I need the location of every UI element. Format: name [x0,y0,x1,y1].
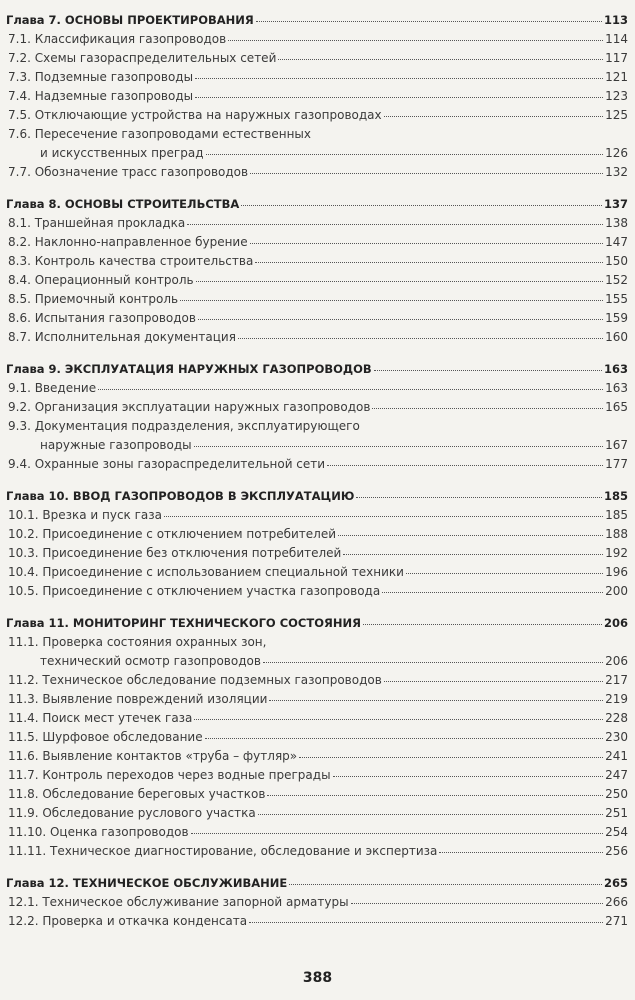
section-entry-title: 8.2. Наклонно-направленное бурение [8,235,248,249]
dot-leader [205,737,603,739]
section-entry-page-number: 152 [605,273,628,287]
dot-leader [250,172,603,174]
dot-leader [351,902,604,904]
section-entry-title: 10.4. Присоединение с использованием специальной техники [8,565,404,579]
section-entry-page-number: 200 [605,584,628,598]
section-entry[interactable] [6,544,628,563]
section-entry-continuation-title: и искусственных преград [40,146,204,160]
dot-leader [194,445,603,447]
section-entry-title: 11.3. Выявление повреждений изоляции [8,692,268,706]
dot-leader [258,813,603,815]
section-entry-page-number: 121 [605,70,628,84]
section-entry-continuation[interactable] [6,652,628,671]
section-entry-title: 7.3. Подземные газопроводы [8,70,194,84]
section-entry-title: 7.6. Пересечение газопроводами естественных [8,127,311,141]
dot-leader [439,851,603,853]
section-entry[interactable] [6,842,628,861]
dot-leader [372,407,603,409]
section-entry[interactable] [6,506,628,525]
dot-leader [187,223,603,225]
section-entry[interactable] [6,582,628,601]
dot-leader [196,280,604,282]
section-entry-page-number: 114 [605,32,628,46]
section-entry[interactable] [6,398,628,417]
section-entry-page-number: 266 [605,895,628,909]
dot-leader [356,496,602,498]
section-entry-continuation-page-number: 167 [605,438,628,452]
section-entry-page-number: 247 [605,768,628,782]
section-entry-title: 7.1. Классификация газопроводов [8,32,227,46]
section-entry-page-number: 177 [605,457,628,471]
section-entry-title: 9.2. Организация эксплуатации наружных газопроводов [8,400,371,414]
section-entry[interactable] [6,563,628,582]
section-entry[interactable] [6,633,628,652]
dot-leader [164,515,603,517]
chapter-heading[interactable] [6,11,628,30]
section-entry[interactable] [6,785,628,804]
section-entry[interactable] [6,893,628,912]
section-entry-title: 11.1. Проверка состояния охранных зон, [8,635,267,649]
dot-leader [238,337,603,339]
section-entry-title: 10.2. Присоединение с отключением потребителей [8,527,337,541]
chapter-heading-title: Глава 8. ОСНОВЫ СТРОИТЕЛЬСТВА [6,197,240,211]
section-entry[interactable] [6,106,628,125]
section-entry-page-number: 125 [605,108,628,122]
section-entry-title: 11.8. Обследование береговых участков [8,787,266,801]
dot-leader [267,794,603,796]
chapter-heading-title: Глава 11. МОНИТОРИНГ ТЕХНИЧЕСКОГО СОСТОЯНИЯ [6,616,361,630]
section-entry-title: 8.3. Контроль качества строительства [8,254,254,268]
section-entry-title: 7.5. Отключающие устройства на наружных газопроводах [8,108,382,122]
dot-leader [255,261,603,263]
chapter-heading[interactable] [6,360,628,379]
section-entry[interactable] [6,252,628,271]
section-entry-title: 11.10. Оценка газопроводов [8,825,189,839]
section-entry[interactable] [6,525,628,544]
dot-leader [384,115,603,117]
section-entry[interactable] [6,709,628,728]
section-entry-page-number: 188 [605,527,628,541]
section-entry-page-number: 271 [605,914,628,928]
section-entry-page-number: 251 [605,806,628,820]
section-entry-title: 11.5. Шурфовое обследование [8,730,203,744]
dot-leader [374,369,602,371]
dot-leader [278,58,603,60]
dot-leader [327,464,603,466]
section-entry-page-number: 185 [605,508,628,522]
chapter-spacer [6,474,628,487]
section-entry-page-number: 160 [605,330,628,344]
section-entry-title: 10.5. Присоединение с отключением участка газопровода [8,584,381,598]
table-of-contents [6,11,628,931]
section-entry[interactable] [6,290,628,309]
dot-leader [195,77,603,79]
section-entry-page-number: 241 [605,749,628,763]
chapter-heading-page-number: 265 [603,876,628,890]
dot-leader [250,242,603,244]
chapter-spacer [6,182,628,195]
section-entry-title: 11.9. Обследование руслового участка [8,806,256,820]
dot-leader [256,20,602,22]
section-entry-page-number: 159 [605,311,628,325]
section-entry-title: 9.1. Введение [8,381,97,395]
chapter-heading-title: Глава 10. ВВОД ГАЗОПРОВОДОВ В ЭКСПЛУАТАЦИЮ [6,489,355,503]
section-entry-page-number: 117 [605,51,628,65]
section-entry[interactable] [6,455,628,474]
section-entry-page-number: 250 [605,787,628,801]
section-entry[interactable] [6,747,628,766]
dot-leader [338,534,603,536]
section-entry-title: 8.7. Исполнительная документация [8,330,236,344]
section-entry-title: 9.3. Документация подразделения, эксплуатирующего [8,419,360,433]
section-entry-title: 11.2. Техническое обследование подземных газопроводов [8,673,382,687]
dot-leader [195,96,603,98]
section-entry-title: 9.4. Охранные зоны газораспределительной сети [8,457,326,471]
section-entry[interactable] [6,125,628,144]
chapter-heading[interactable] [6,874,628,893]
chapter-heading-page-number: 185 [603,489,628,503]
section-entry-title: 7.2. Схемы газораспределительных сетей [8,51,277,65]
section-entry-title: 8.4. Операционный контроль [8,273,194,287]
dot-leader [206,153,604,155]
section-entry-title: 10.3. Присоединение без отключения потребителей [8,546,342,560]
section-entry-continuation[interactable] [6,436,628,455]
section-entry-title: 11.4. Поиск мест утечек газа [8,711,193,725]
section-entry[interactable] [6,309,628,328]
section-entry[interactable] [6,671,628,690]
section-entry-continuation-title: наружные газопроводы [40,438,192,452]
dot-leader [263,661,603,663]
section-entry[interactable] [6,379,628,398]
section-entry-page-number: 192 [605,546,628,560]
dot-leader [241,204,602,206]
dot-leader [198,318,603,320]
section-entry[interactable] [6,823,628,842]
chapter-heading[interactable] [6,487,628,506]
chapter-heading-title: Глава 12. ТЕХНИЧЕСКОЕ ОБСЛУЖИВАНИЕ [6,876,288,890]
dot-leader [406,572,603,574]
dot-leader [180,299,603,301]
dot-leader [269,699,603,701]
section-entry[interactable] [6,68,628,87]
section-entry-page-number: 228 [605,711,628,725]
chapter-heading-page-number: 137 [603,197,628,211]
chapter-spacer [6,861,628,874]
dot-leader [191,832,604,834]
section-entry-page-number: 165 [605,400,628,414]
dot-leader [228,39,603,41]
chapter-spacer [6,601,628,614]
section-entry-page-number: 123 [605,89,628,103]
section-entry[interactable] [6,766,628,785]
section-entry-continuation[interactable] [6,144,628,163]
section-entry-title: 12.2. Проверка и откачка конденсата [8,914,248,928]
dot-leader [384,680,603,682]
section-entry-title: 12.1. Техническое обслуживание запорной арматуры [8,895,349,909]
dot-leader [289,883,602,885]
section-entry[interactable] [6,30,628,49]
section-entry-page-number: 147 [605,235,628,249]
chapter-spacer [6,347,628,360]
section-entry[interactable] [6,804,628,823]
section-entry[interactable] [6,912,628,931]
chapter-heading-page-number: 206 [603,616,628,630]
dot-leader [249,921,603,923]
chapter-heading-title: Глава 9. ЭКСПЛУАТАЦИЯ НАРУЖНЫХ ГАЗОПРОВОДОВ [6,362,372,376]
dot-leader [333,775,604,777]
section-entry[interactable] [6,163,628,182]
section-entry-page-number: 196 [605,565,628,579]
section-entry[interactable] [6,87,628,106]
section-entry[interactable] [6,271,628,290]
chapter-heading-page-number: 163 [603,362,628,376]
section-entry[interactable] [6,328,628,347]
section-entry-title: 8.6. Испытания газопроводов [8,311,196,325]
section-entry-title: 8.1. Траншейная прокладка [8,216,186,230]
section-entry[interactable] [6,690,628,709]
dot-leader [343,553,603,555]
section-entry-title: 8.5. Приемочный контроль [8,292,179,306]
chapter-heading-title: Глава 7. ОСНОВЫ ПРОЕКТИРОВАНИЯ [6,13,254,27]
section-entry-page-number: 138 [605,216,628,230]
section-entry-page-number: 163 [605,381,628,395]
section-entry[interactable] [6,417,628,436]
section-entry-title: 7.7. Обозначение трасс газопроводов [8,165,249,179]
section-entry[interactable] [6,214,628,233]
section-entry-continuation-page-number: 126 [605,146,628,160]
section-entry-title: 10.1. Врезка и пуск газа [8,508,162,522]
section-entry-continuation-title: технический осмотр газопроводов [40,654,261,668]
section-entry-title: 7.4. Надземные газопроводы [8,89,194,103]
dot-leader [194,718,603,720]
section-entry-page-number: 230 [605,730,628,744]
page-number: 388 [302,970,333,986]
section-entry-page-number: 132 [605,165,628,179]
section-entry[interactable] [6,233,628,252]
section-entry-page-number: 254 [605,825,628,839]
dot-leader [299,756,603,758]
section-entry-title: 11.7. Контроль переходов через водные преграды [8,768,331,782]
section-entry-page-number: 150 [605,254,628,268]
section-entry-title: 11.11. Техническое диагностирование, обследование и экспертиза [8,844,438,858]
section-entry-title: 11.6. Выявление контактов «труба – футляр» [8,749,298,763]
section-entry-page-number: 155 [605,292,628,306]
section-entry-page-number: 217 [605,673,628,687]
dot-leader [98,388,603,390]
section-entry[interactable] [6,728,628,747]
section-entry-page-number: 219 [605,692,628,706]
section-entry-page-number: 256 [605,844,628,858]
dot-leader [363,623,602,625]
dot-leader [382,591,603,593]
chapter-heading-page-number: 113 [603,13,628,27]
section-entry[interactable] [6,49,628,68]
section-entry-continuation-page-number: 206 [605,654,628,668]
chapter-heading[interactable] [6,195,628,214]
chapter-heading[interactable] [6,614,628,633]
